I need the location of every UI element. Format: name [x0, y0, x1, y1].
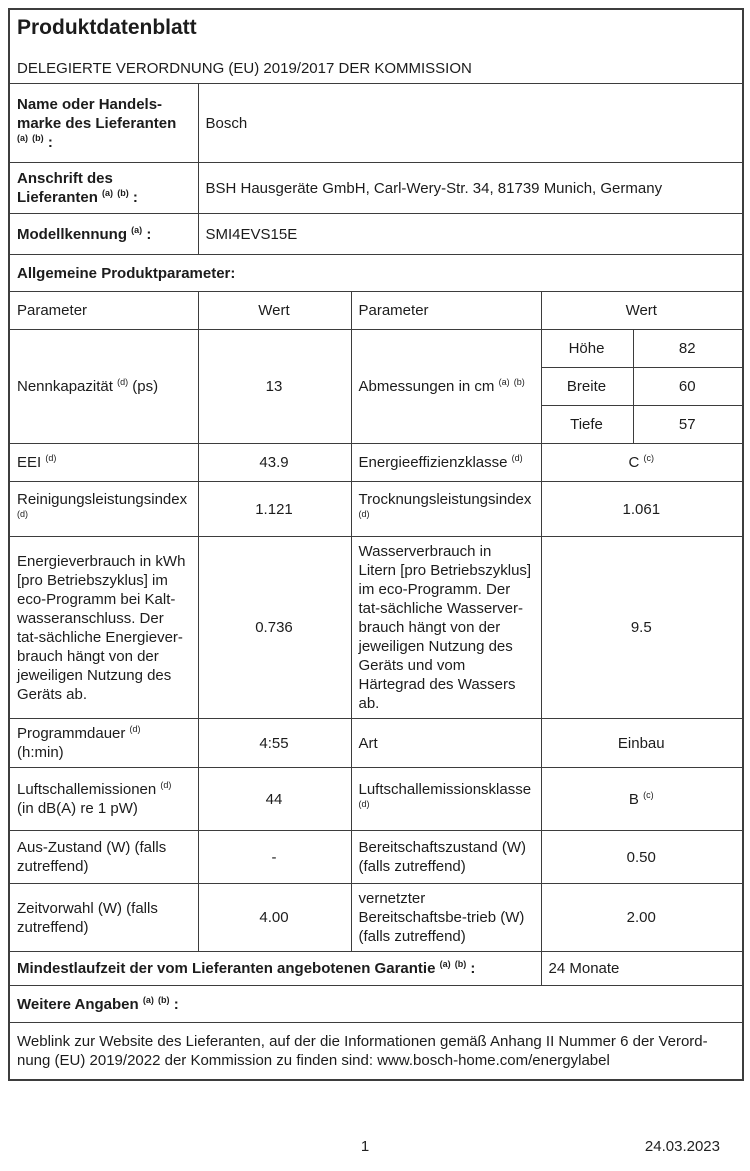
supplier-name-label: Name oder Handels-marke des Lieferanten $^{(a)}$ $^{(b)}$ : — [9, 84, 198, 163]
section-heading: Allgemeine Produktparameter: — [9, 255, 743, 292]
dimension-value: 57 — [633, 406, 743, 444]
guarantee-value: 24 Monate — [541, 952, 743, 986]
noise-class-label: Luftschallemissionsklasse $^{(d)}$ — [351, 768, 541, 831]
programme-duration-label: Programmdauer $^{(d)}$ (h:min) — [9, 719, 198, 768]
drying-index-label: Trocknungsleistungsindex $^{(d)}$ — [351, 482, 541, 537]
guarantee-label: Mindestlaufzeit der vom Lieferanten angebotenen Garantie $^{(a)}$ $^{(b)}$ : — [9, 952, 541, 986]
page-number: 1 — [360, 1138, 370, 1155]
type-label: Art — [351, 719, 541, 768]
further-info-label: Weitere Angaben $^{(a)}$ $^{(b)}$ : — [9, 986, 743, 1023]
offmode-standby-row — [9, 831, 743, 884]
energy-consumption-value: 0.736 — [198, 537, 351, 719]
section-heading-row — [9, 255, 743, 292]
networked-standby-label: vernetzter Bereitschaftsbe-trieb (W) (falls zutreffend) — [351, 884, 541, 952]
page-footer — [8, 1138, 742, 1155]
energy-consumption-label: Energieverbrauch in kWh [pro Betriebszyklus] im eco-Programm bei Kalt-wasseranschluss. Der tat-sächliche Energiever-brauch hängt von der jeweiligen Nutzung des Geräts ab. — [9, 537, 198, 719]
regulation-subtitle: DELEGIERTE VERORDNUNG (EU) 2019/2017 DER KOMMISSION — [17, 60, 472, 77]
further-info-row — [9, 986, 743, 1023]
header-wert-left: Wert — [198, 292, 351, 330]
header-parameter-left: Parameter — [9, 292, 198, 330]
type-value: Einbau — [541, 719, 743, 768]
model-id-row — [9, 214, 743, 255]
noise-class-value: B $^{(c)}$ — [541, 768, 743, 831]
model-id-label: Modellkennung $^{(a)}$ : — [9, 214, 198, 255]
capacity-value: 13 — [198, 330, 351, 444]
standby-value: 0.50 — [541, 831, 743, 884]
water-consumption-label: Wasserverbrauch in Litern [pro Betriebszyklus] im eco-Programm. Der tat-sächliche Wasserver-brauch hängt von der jeweiligen Nutzung des Geräts und vom Härtegrad des Wassers ab. — [351, 537, 541, 719]
delay-start-label: Zeitvorwahl (W) (falls zutreffend) — [9, 884, 198, 952]
noise-row — [9, 768, 743, 831]
noise-emissions-value: 44 — [198, 768, 351, 831]
header-wert-right: Wert — [541, 292, 743, 330]
delaystart-networked-row — [9, 884, 743, 952]
supplier-name-value: Bosch — [198, 84, 743, 163]
dimension-name: Tiefe — [541, 406, 633, 444]
off-mode-value: - — [198, 831, 351, 884]
column-header-row — [9, 292, 743, 330]
weblink-text: Weblink zur Website des Lieferanten, auf der die Informationen gemäß Anhang II Nummer 6 der Verord-nung (EU) 2019/2022 der Kommission zu finden sind: www.bosch-home.com/energylabel — [9, 1023, 743, 1081]
energy-class-label: Energieeffizienzklasse $^{(d)}$ — [351, 444, 541, 482]
eei-row — [9, 444, 743, 482]
supplier-address-row — [9, 163, 743, 214]
footer-date: 24.03.2023 — [644, 1138, 720, 1155]
dimension-name: Breite — [541, 368, 633, 406]
dimensions-label: Abmessungen in cm $^{(a)}$ $^{(b)}$ — [351, 330, 541, 444]
eei-value: 43.9 — [198, 444, 351, 482]
eei-label: EEI $^{(d)}$ — [9, 444, 198, 482]
title-row — [9, 9, 743, 84]
off-mode-label: Aus-Zustand (W) (falls zutreffend) — [9, 831, 198, 884]
cleaning-index-value: 1.121 — [198, 482, 351, 537]
cleaning-index-label: Reinigungsleistungsindex $^{(d)}$ — [9, 482, 198, 537]
water-consumption-value: 9.5 — [541, 537, 743, 719]
networked-standby-value: 2.00 — [541, 884, 743, 952]
programme-duration-value: 4:55 — [198, 719, 351, 768]
weblink-row — [9, 1023, 743, 1081]
cleaning-drying-row — [9, 482, 743, 537]
page-title: Produktdatenblatt — [17, 16, 197, 39]
product-data-table — [8, 8, 744, 1081]
capacity-dimensions-row — [9, 330, 743, 368]
standby-label: Bereitschaftszustand (W) (falls zutreffend) — [351, 831, 541, 884]
drying-index-value: 1.061 — [541, 482, 743, 537]
dimension-value: 60 — [633, 368, 743, 406]
guarantee-row — [9, 952, 743, 986]
dimension-name: Höhe — [541, 330, 633, 368]
supplier-address-label: Anschrift des Lieferanten $^{(a)}$ $^{(b)}$ : — [9, 163, 198, 214]
supplier-address-value: BSH Hausgeräte GmbH, Carl-Wery-Str. 34, 81739 Munich, Germany — [198, 163, 743, 214]
header-parameter-right: Parameter — [351, 292, 541, 330]
duration-type-row — [9, 719, 743, 768]
energy-class-value: C $^{(c)}$ — [541, 444, 743, 482]
capacity-label: Nennkapazität $^{(d)}$ (ps) — [9, 330, 198, 444]
model-id-value: SMI4EVS15E — [198, 214, 743, 255]
supplier-name-row — [9, 84, 743, 163]
title-cell — [9, 9, 743, 84]
dimension-value: 82 — [633, 330, 743, 368]
energy-water-row — [9, 537, 743, 719]
noise-emissions-label: Luftschallemissionen $^{(d)}$ (in dB(A) re 1 pW) — [9, 768, 198, 831]
delay-start-value: 4.00 — [198, 884, 351, 952]
